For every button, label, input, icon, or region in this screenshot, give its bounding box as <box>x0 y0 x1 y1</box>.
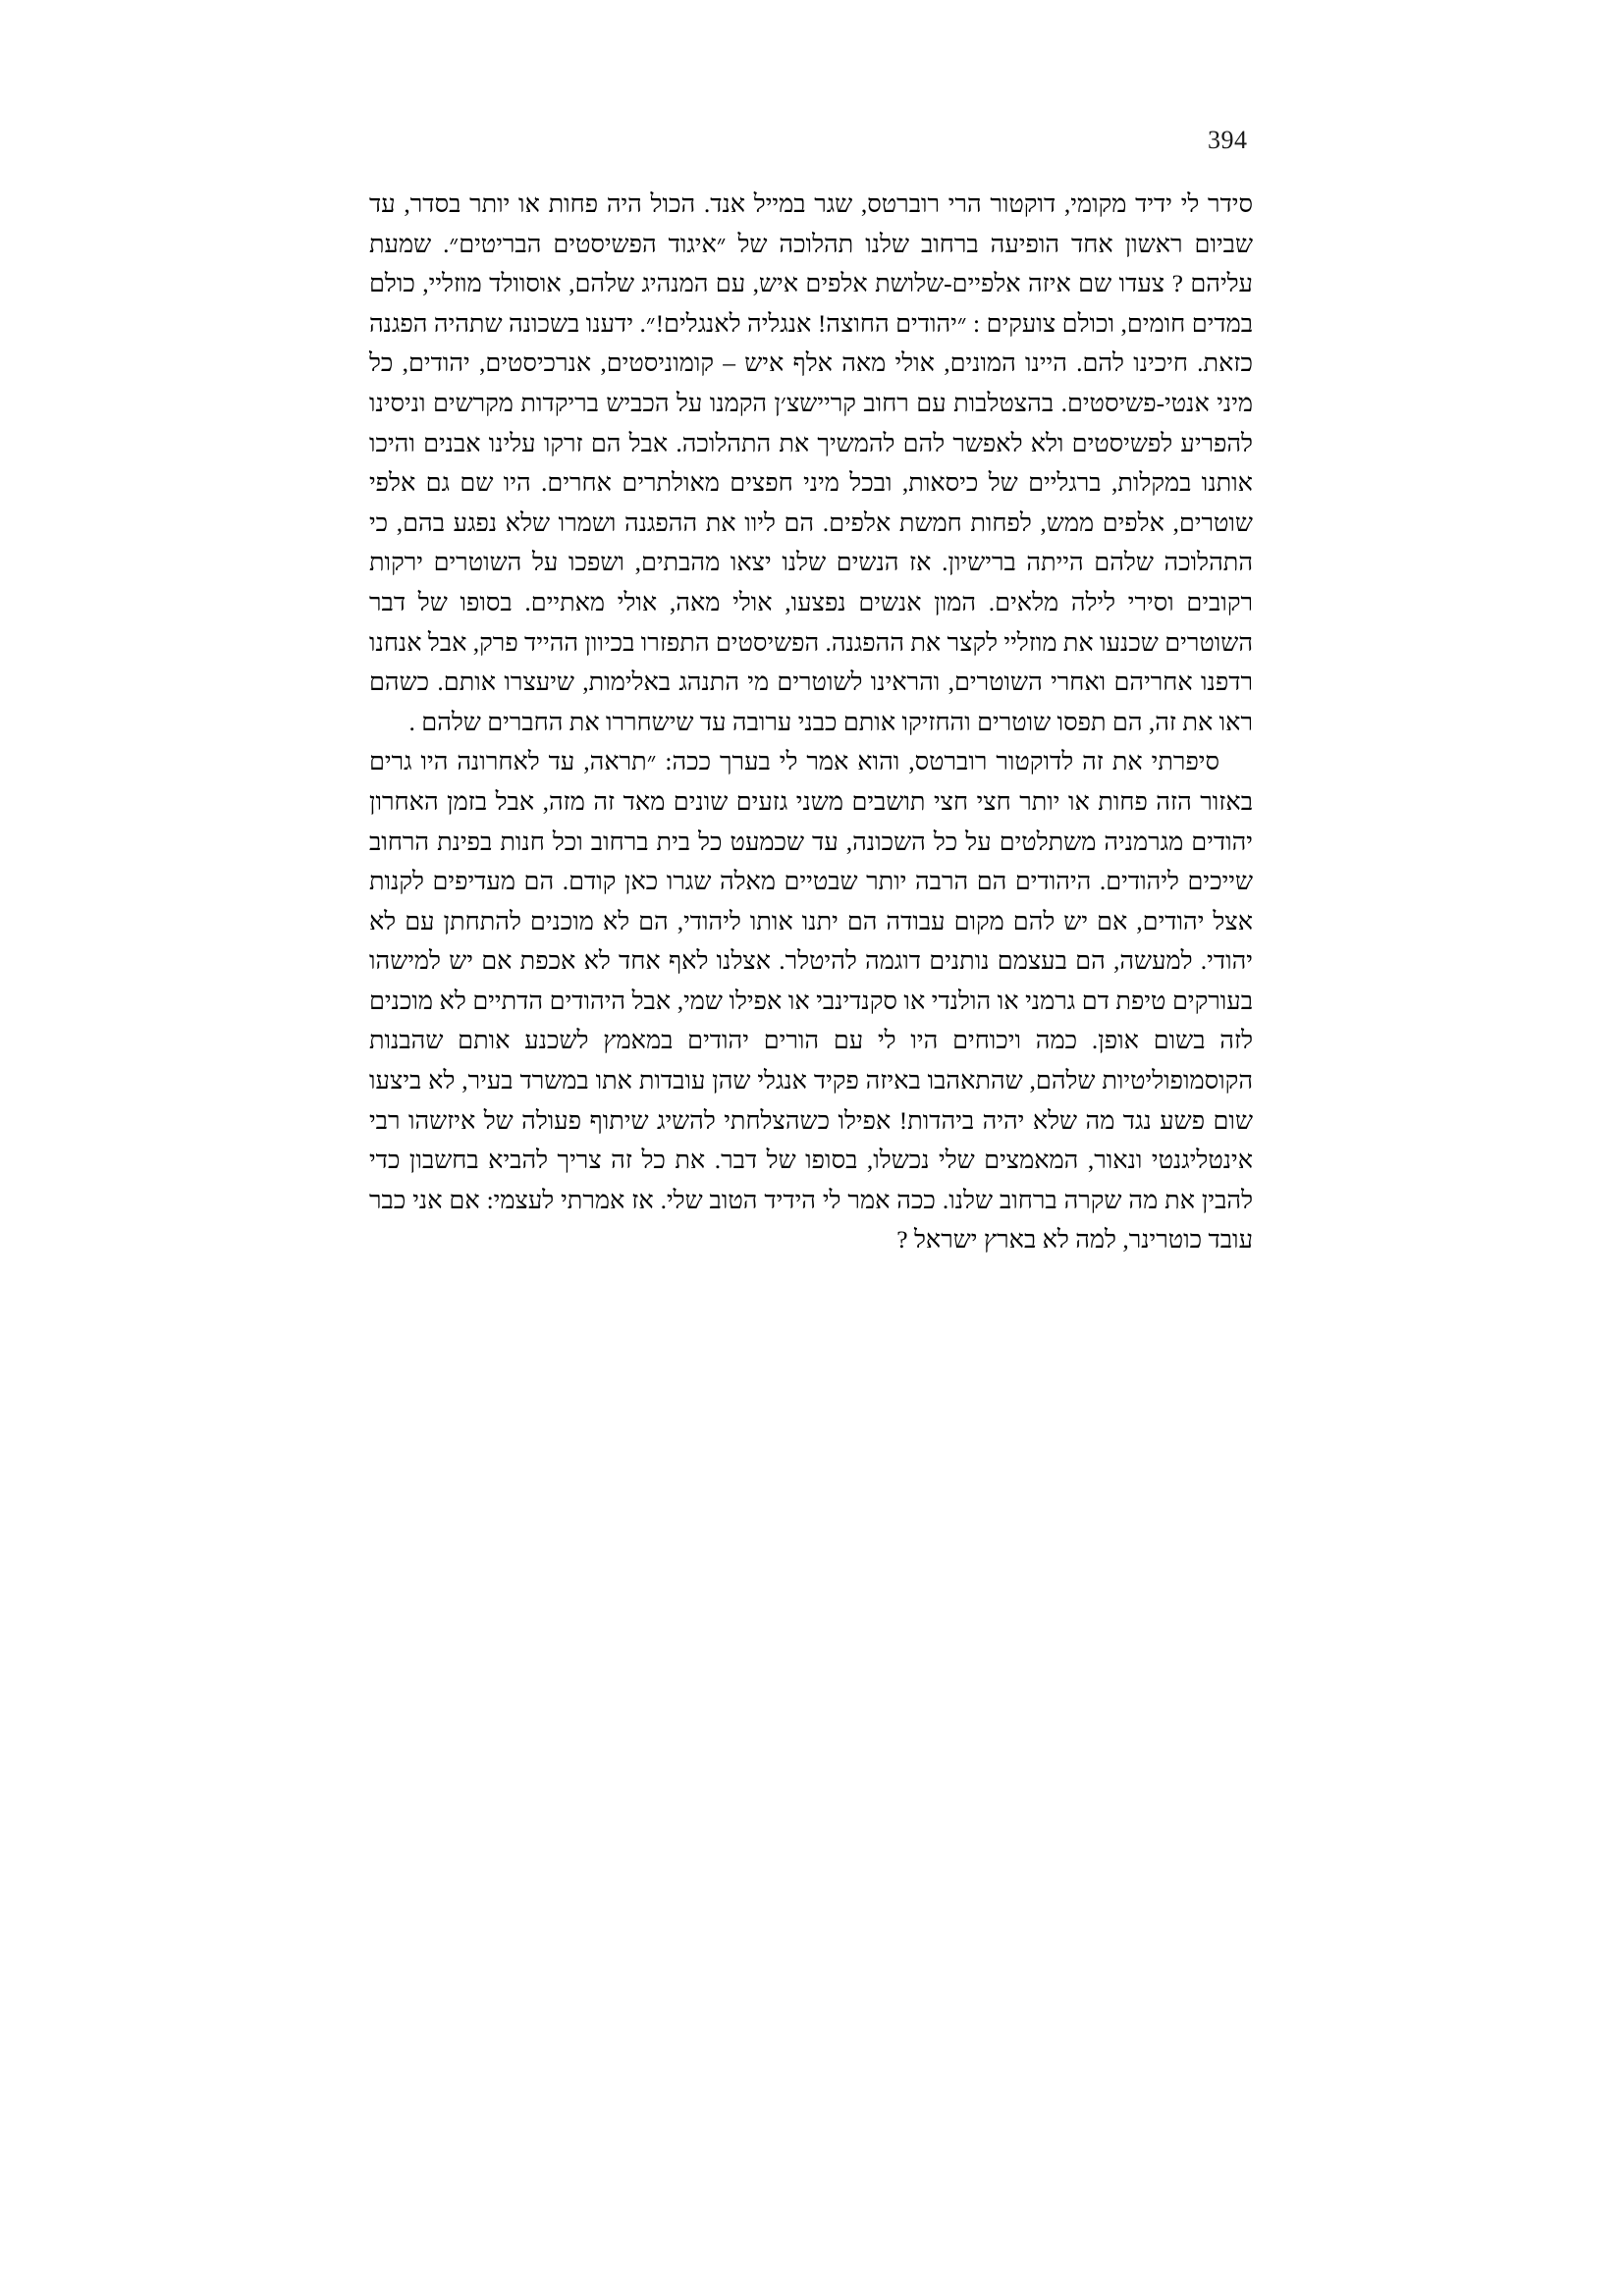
page-number: 394 <box>1208 126 1248 154</box>
paragraph: סידר לי ידיד מקומי, דוקטור הרי רוברטס, שגר במייל אנד. הכול היה פחות או יותר בסדר, עד שביום ראשון אחד הופיעה ברחוב שלנו תהלוכה של ״איגוד הפשיסטים הבריטים״. שמעת עליהם ? צעדו שם איזה אלפיים-שלושת אלפים איש, עם המנהיג שלהם, אוסוולד מוזליי, כולם במדים חומים, וכולם צועקים : ״יהודים החוצה! אנגליה לאנגלים!״. ידענו בשכונה שתהיה הפגנה כזאת. חיכינו להם. היינו המונים, אולי מאה אלף איש – קומוניסטים, אנרכיסטים, יהודים, כל מיני אנטי-פשיסטים. בהצטלבות עם רחוב קריישצ׳ן הקמנו על הכביש בריקדות מקרשים וניסינו להפריע לפשיסטים ולא לאפשר להם להמשיך את התהלוכה. אבל הם זרקו עלינו אבנים והיכו אותנו במקלות, ברגליים של כיסאות, ובכל מיני חפצים מאולתרים אחרים. היו שם גם אלפי שוטרים, אלפים ממש, לפחות חמשת אלפים. הם ליוו את ההפגנה ושמרו שלא נפגע בהם, כי התהלוכה שלהם הייתה ברישיון. אז הנשים שלנו יצאו מהבתים, ושפכו על השוטרים ירקות רקובים וסירי לילה מלאים. המון אנשים נפצעו, אולי מאה, אולי מאתיים. בסופו של דבר השוטרים שכנעו את מוזליי לקצר את ההפגנה. הפשיסטים התפזרו בכיוון ההייד פרק, אבל אנחנו רדפנו אחריהם ואחרי השוטרים, והראינו לשוטרים מי התנהג באלימות, שיעצרו אותם. כשהם ראו את זה, הם תפסו שוטרים והחזיקו אותם כבני ערובה עד שישחררו את החברים שלהם . <box>369 189 1253 736</box>
paragraph: סיפרתי את זה לדוקטור רוברטס, והוא אמר לי בערך ככה: ״תראה, עד לאחרונה היו גרים באזור הזה פחות או יותר חצי חצי תושבים משני גזעים שונים מאד זה מזה, אבל בזמן האחרון יהודים מגרמניה משתלטים על כל השכונה, עד שכמעט כל בית ברחוב וכל חנות בפינת הרחוב שייכים ליהודים. היהודים הם הרבה יותר שבטיים מאלה שגרו כאן קודם. הם מעדיפים לקנות אצל יהודים, אם יש להם מקום עבודה הם יתנו אותו ליהודי, הם לא מוכנים להתחתן עם לא יהודי. למעשה, הם בעצמם נותנים דוגמה להיטלר. אצלנו לאף אחד לא אכפת אם יש למישהו בעורקים טיפת דם גרמני או הולנדי או סקנדינבי או אפילו שמי, אבל היהודים הדתיים לא מוכנים לזה בשום אופן. כמה ויכוחים היו לי עם הורים יהודים במאמץ לשכנע אותם שהבנות הקוסמופוליטיות שלהם, שהתאהבו באיזה פקיד אנגלי שהן עובדות אתו במשרד בעיר, לא ביצעו שום פשע נגד מה שלא יהיה ביהדות! אפילו כשהצלחתי להשיג שיתוף פעולה של איזשהו רבי אינטליגנטי ונאור, המאמצים שלי נכשלו, בסופו של דבר. את כל זה צריך להביא בחשבון כדי להבין את מה שקרה ברחוב שלנו. ככה אמר לי הידיד הטוב שלי. אז אמרתי לעצמי: אם אני כבר עובד כוטרינר, למה לא בארץ ישראל ? <box>369 747 1253 1255</box>
page-body-text <box>369 185 1253 1260</box>
